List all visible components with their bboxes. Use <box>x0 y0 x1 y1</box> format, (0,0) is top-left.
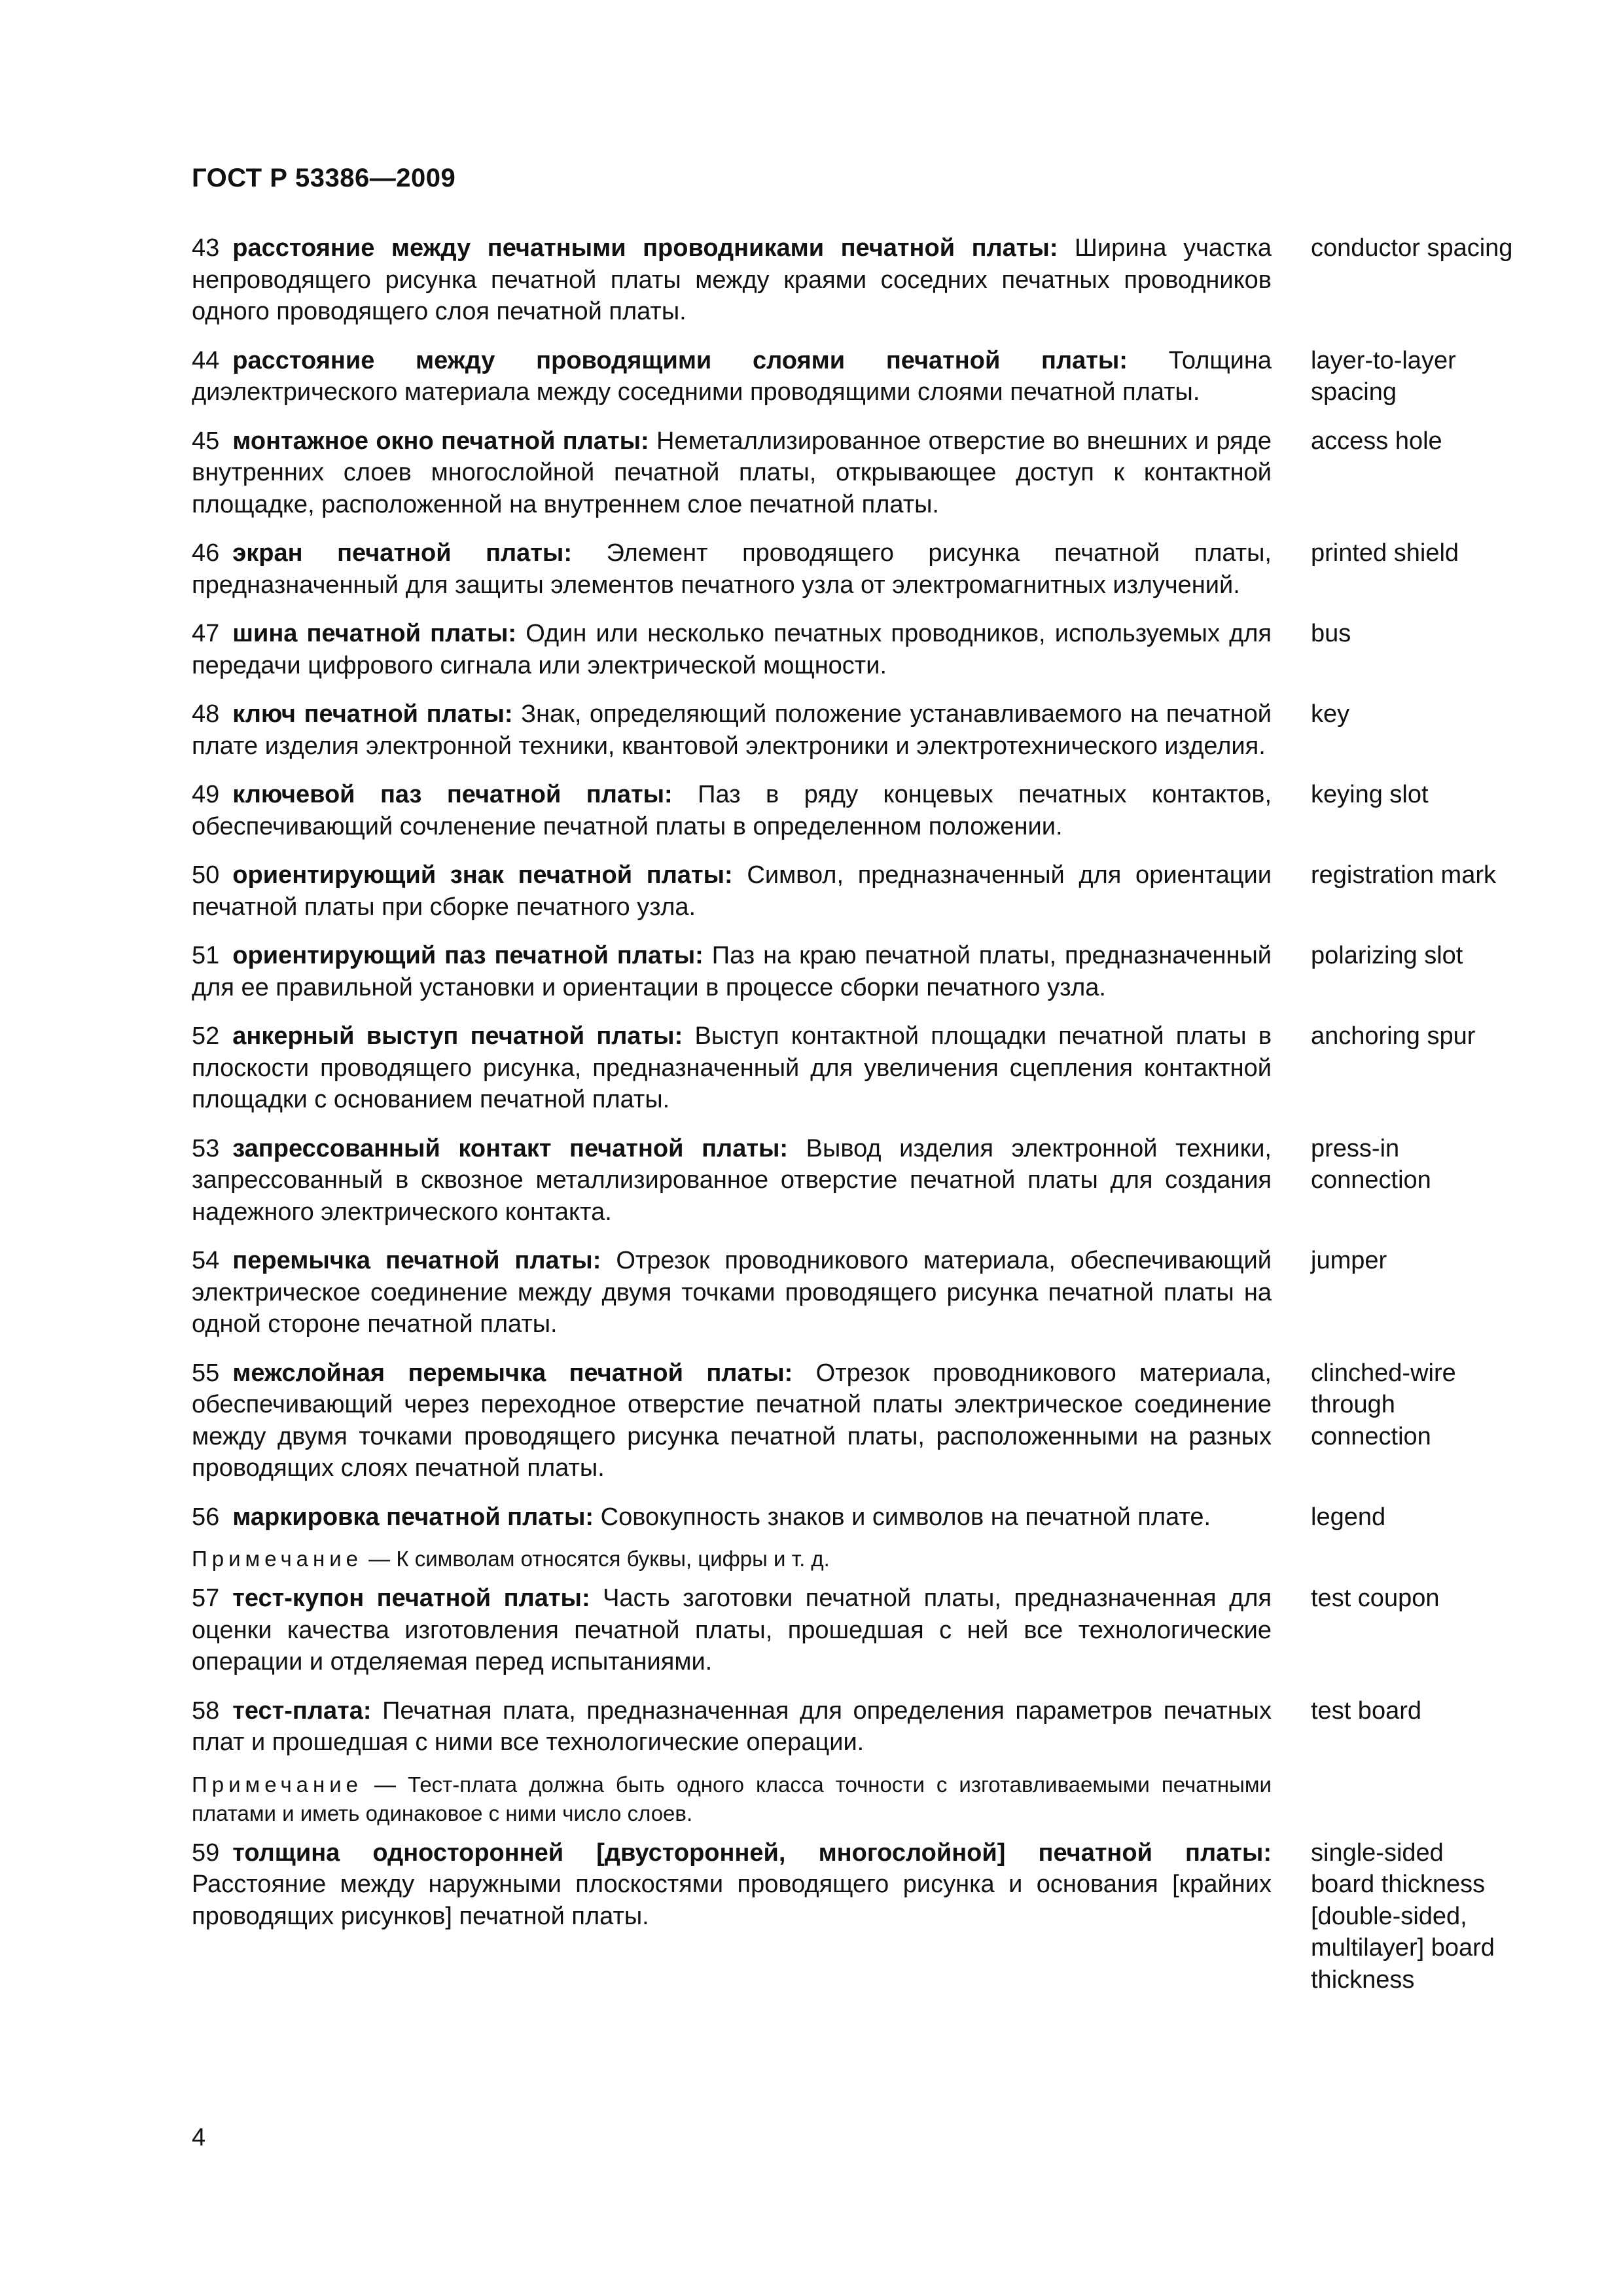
english-equivalent: polarizing slot <box>1311 942 1463 969</box>
term-entry-59 <box>192 1837 1514 1996</box>
term-description: Отрезок проводникового материала, обеспечивающий электрическое соединение между двумя точками проводящего рисунка печатной платы на одной стороне печатной платы. <box>192 1247 1272 1338</box>
english-equivalent: press-in connection <box>1311 1134 1431 1194</box>
note-text: — Тест-плата должна быть одного класса точности с изготавливаемыми печатными платами и иметь одинаковое с ними число слоев. <box>192 1772 1272 1825</box>
term-number: 49 <box>192 781 220 808</box>
term-name: расстояние между печатными проводниками печатной платы: <box>232 234 1058 262</box>
term-definition <box>192 345 1272 408</box>
term-definition <box>192 1501 1272 1534</box>
term-definition <box>192 618 1272 681</box>
term-definition <box>192 1133 1272 1229</box>
term-name: межслойная перемычка печатной платы: <box>232 1359 793 1387</box>
term-entry-45 <box>192 425 1514 521</box>
term-entry-44 <box>192 345 1514 408</box>
term-entry-56 <box>192 1501 1514 1534</box>
term-description: Выступ контактной площадки печатной платы в плоскости проводящего рисунка, предназначенный для увеличения сцепления контактной площадки с основанием печатной платы. <box>192 1022 1272 1113</box>
english-equivalent: key <box>1311 700 1350 728</box>
term-name: тест-купон печатной платы: <box>232 1585 590 1612</box>
english-equivalent: anchoring spur <box>1311 1022 1476 1050</box>
term-number: 52 <box>192 1022 220 1050</box>
term-entry-51 <box>192 940 1514 1003</box>
term-definition <box>192 537 1272 601</box>
term-name: маркировка печатной платы: <box>232 1503 594 1531</box>
term-definition <box>192 1020 1272 1116</box>
term-description: Печатная плата, предназначенная для определения параметров печатных плат и прошедшая с ними все технологические операции. <box>192 1696 1272 1756</box>
english-equivalent: test coupon <box>1311 1585 1440 1612</box>
term-name: шина печатной платы: <box>232 620 517 647</box>
term-definition <box>192 779 1272 842</box>
term-name: ключ печатной платы: <box>232 700 513 728</box>
term-name: ориентирующий знак печатной платы: <box>232 861 733 889</box>
term-name: ключевой паз печатной платы: <box>232 781 673 808</box>
term-description: Элемент проводящего рисунка печатной платы, предназначенный для защиты элементов печатного узла от электромагнитных излучений. <box>192 539 1272 599</box>
term-description: Отрезок проводникового материала, обеспечивающий через переходное отверстие печатной платы электрическое соединение между двумя точками проводящего рисунка печатной платы, расположенными на разных проводящих слоях печатной платы. <box>192 1359 1272 1482</box>
term-definition <box>192 859 1272 923</box>
term-description: Вывод изделия электронной техники, запрессованный в сквозное металлизированное отверстие печатной платы для создания надежного электрического контакта. <box>192 1134 1272 1226</box>
note-text: — К символам относятся буквы, цифры и т. д. <box>363 1547 830 1571</box>
term-definition <box>192 1837 1272 1933</box>
term-description: Символ, предназначенный для ориентации печатной платы при сборке печатного узла. <box>192 861 1272 921</box>
note-label: Примечание <box>192 1547 363 1571</box>
document-header: ГОСТ Р 53386—2009 <box>192 164 456 192</box>
term-number: 57 <box>192 1585 220 1612</box>
note-label: Примечание <box>192 1772 363 1797</box>
english-equivalent: bus <box>1311 620 1351 647</box>
term-number: 59 <box>192 1839 220 1867</box>
english-equivalent: access hole <box>1311 427 1442 455</box>
term-name: монтажное окно печатной платы: <box>232 427 649 455</box>
term-number: 44 <box>192 346 220 374</box>
term-number: 43 <box>192 234 220 262</box>
term-entry-52 <box>192 1020 1514 1116</box>
term-definition <box>192 940 1272 1003</box>
term-entry-53 <box>192 1133 1514 1229</box>
english-equivalent: registration mark <box>1311 861 1496 889</box>
term-number: 54 <box>192 1247 220 1274</box>
term-entry-54 <box>192 1245 1514 1340</box>
term-entry-58 <box>192 1695 1514 1759</box>
term-definition <box>192 1695 1272 1759</box>
term-name: толщина односторонней [двусторонней, многослойной] печатной платы: <box>232 1839 1272 1867</box>
english-equivalent: layer-to-layer spacing <box>1311 346 1456 406</box>
english-equivalent: single-sided board thickness [double-sided, multilayer] board thickness <box>1311 1839 1495 1994</box>
english-equivalent: keying slot <box>1311 781 1429 808</box>
term-name: экран печатной платы: <box>232 539 573 567</box>
term-number: 51 <box>192 942 220 969</box>
term-name: расстояние между проводящими слоями печатной платы: <box>232 346 1128 374</box>
term-entry-49 <box>192 779 1514 842</box>
term-definition <box>192 425 1272 521</box>
term-number: 46 <box>192 539 220 567</box>
terms-list <box>192 232 1514 2013</box>
term-number: 48 <box>192 700 220 728</box>
term-description: Ширина участка непроводящего рисунка печатной платы между краями соседних печатных проводников одного проводящего слоя печатной платы. <box>192 234 1272 325</box>
term-number: 56 <box>192 1503 220 1531</box>
term-name: ориентирующий паз печатной платы: <box>232 942 704 969</box>
term-description: Совокупность знаков и символов на печатной плате. <box>594 1503 1211 1531</box>
term-entry-43 <box>192 232 1514 328</box>
term-number: 55 <box>192 1359 220 1387</box>
term-definition <box>192 232 1272 328</box>
term-name: тест-плата: <box>232 1696 372 1725</box>
term-description: Расстояние между наружными плоскостями проводящего рисунка и основания [крайних проводящих рисунков] печатной платы. <box>192 1871 1272 1930</box>
term-entry-48 <box>192 698 1514 762</box>
term-description: Часть заготовки печатной платы, предназначенная для оценки качества изготовления печатной платы, прошедшая с ней все технологические операции и отделяемая перед испытаниями. <box>192 1585 1272 1676</box>
term-definition <box>192 1245 1272 1340</box>
term-definition <box>192 1583 1272 1678</box>
page-number: 4 <box>192 2124 206 2151</box>
term-number: 53 <box>192 1134 220 1162</box>
term-description: Знак, определяющий положение устанавливаемого на печатной плате изделия электронной техники, квантовой электроники и электротехнического изделия. <box>192 700 1272 760</box>
term-number: 45 <box>192 427 220 455</box>
term-definition <box>192 698 1272 762</box>
term-number: 47 <box>192 620 220 647</box>
term-number: 58 <box>192 1696 220 1725</box>
english-equivalent: jumper <box>1311 1247 1387 1274</box>
english-equivalent: printed shield <box>1311 539 1459 567</box>
term-description: Толщина диэлектрического материала между соседними проводящими слоями печатной платы. <box>192 346 1272 406</box>
term-description: Паз в ряду концевых печатных контактов, обеспечивающий сочленение печатной платы в определенном положении. <box>192 781 1272 840</box>
term-number: 50 <box>192 861 220 889</box>
term-name: запрессованный контакт печатной платы: <box>232 1134 789 1162</box>
english-equivalent: conductor spacing <box>1311 234 1513 262</box>
note-56 <box>192 1545 1272 1573</box>
term-entry-57 <box>192 1583 1514 1678</box>
english-equivalent: clinched-wire through connection <box>1311 1359 1456 1450</box>
english-equivalent: test board <box>1311 1696 1421 1725</box>
english-equivalent: legend <box>1311 1503 1386 1531</box>
term-description: Один или несколько печатных проводников, используемых для передачи цифрового сигнала или электрической мощности. <box>192 620 1272 679</box>
term-name: перемычка печатной платы: <box>232 1247 601 1274</box>
term-definition <box>192 1357 1272 1484</box>
term-name: анкерный выступ печатной платы: <box>232 1022 683 1050</box>
term-entry-47 <box>192 618 1514 681</box>
term-entry-46 <box>192 537 1514 601</box>
term-description: Неметаллизированное отверстие во внешних и ряде внутренних слоев многослойной печатной платы, открывающее доступ к контактной площадке, расположенной на внутреннем слое печатной платы. <box>192 427 1272 518</box>
term-description: Паз на краю печатной платы, предназначенный для ее правильной установки и ориентации в процессе сборки печатного узла. <box>192 942 1272 1001</box>
note-58 <box>192 1770 1272 1828</box>
term-entry-55 <box>192 1357 1514 1484</box>
term-entry-50 <box>192 859 1514 923</box>
